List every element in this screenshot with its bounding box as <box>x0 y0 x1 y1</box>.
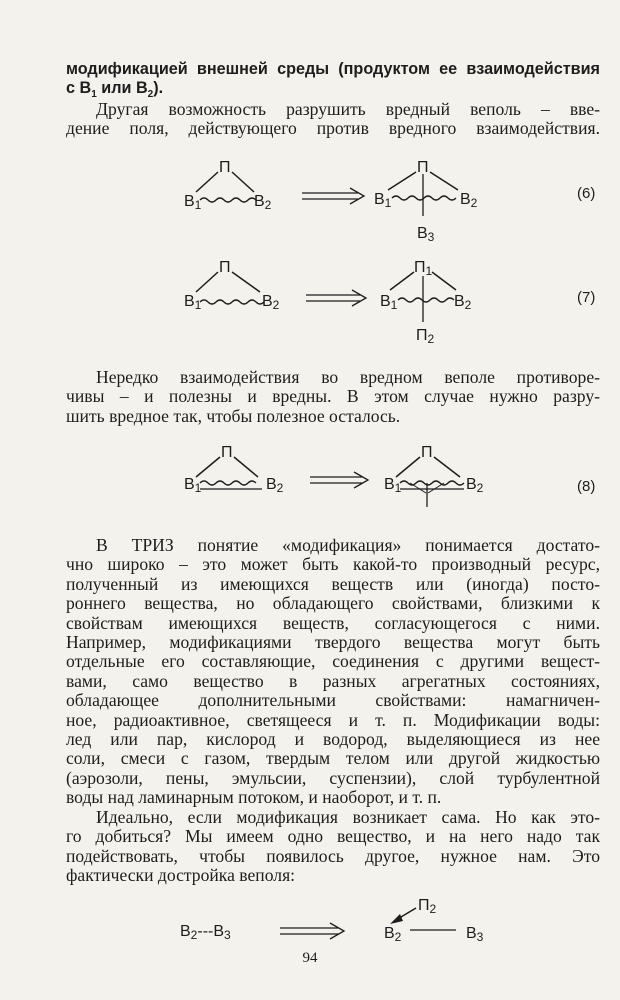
svg-text:B2---B3: B2---B3 <box>180 923 231 942</box>
double-arrow <box>302 188 364 204</box>
text-line: Например, модификациями твердого вещества могут быть <box>66 632 600 653</box>
paragraph-modification-definition <box>66 536 600 808</box>
svg-text:П2: П2 <box>416 327 435 346</box>
diagram-7 <box>170 250 610 350</box>
page-number: 94 <box>302 950 318 966</box>
text-line: модификацией внешней среды (продуктом ее взаимодействия <box>66 60 600 78</box>
paragraph-contradictory <box>66 368 600 426</box>
text-line: чно широко – это может быть какой-то производный ресурс, <box>66 554 600 575</box>
svg-text:B1: B1 <box>380 293 398 312</box>
vepol-left <box>184 259 280 312</box>
paragraph-field-option <box>66 100 600 139</box>
text-line: соли, смеси с газом, твердым телом или другой жидкостью <box>66 748 600 769</box>
svg-text:B2: B2 <box>460 191 478 210</box>
text-line: фактически достройка веполя: <box>66 865 296 886</box>
text-line: Нередко взаимодействия во вредном веполе противоре- <box>96 367 600 387</box>
svg-text:B2: B2 <box>466 476 484 495</box>
text-line: Другая возможность разрушить вредный веполь – вве- <box>96 99 600 119</box>
equation-number: (7) <box>577 289 596 306</box>
svg-text:B3: B3 <box>417 225 435 244</box>
svg-text:B1: B1 <box>184 293 202 312</box>
svg-text:B3: B3 <box>466 925 484 944</box>
svg-text:B2: B2 <box>454 293 472 312</box>
text-line: роннего вещества, но обладающего свойствами, близкими к <box>66 593 600 614</box>
text-line: го добиться? Мы имеем одно вещество, и на него надо так <box>66 826 600 847</box>
svg-text:П: П <box>221 444 233 461</box>
double-arrow <box>280 923 344 939</box>
svg-text:П: П <box>417 159 429 176</box>
substance-pair-right <box>384 897 484 944</box>
text-line: отдельные его составляющие, соединения с другими вещест- <box>66 651 600 672</box>
text-line: В ТРИЗ понятие «модификация» понимается достато- <box>96 535 600 555</box>
diagram-8 <box>170 435 610 520</box>
text-line: с $B_1$ или $B_2$). <box>66 79 164 101</box>
text-line: Идеально, если модификация возникает сама. Но как это- <box>96 807 600 827</box>
svg-text:B2: B2 <box>254 193 272 212</box>
svg-text:B1: B1 <box>374 191 392 210</box>
text-line: чивы – и полезны и вредны. В этом случае нужно разру- <box>66 386 600 407</box>
svg-text:B1: B1 <box>184 476 202 495</box>
double-arrow <box>306 290 366 306</box>
text-line: подействовать, чтобы появилось другое, нужное нам. Это <box>66 845 600 866</box>
paragraph-ideal-case <box>66 808 600 886</box>
vepol-left <box>184 159 272 212</box>
svg-text:П1: П1 <box>414 259 433 278</box>
vepol-right <box>384 444 484 507</box>
text-line: свойствам имеющихся веществ, согласующегося с ними. <box>66 612 600 633</box>
text-line: лед или пар, кислород и водород, выделяющиеся из нее <box>66 729 600 750</box>
equation-number: (8) <box>577 478 596 495</box>
svg-text:B2: B2 <box>384 925 402 944</box>
text-line: полученный из имеющихся веществ или (иногда) посто- <box>66 573 600 594</box>
svg-text:П: П <box>421 444 433 461</box>
text-line: вами, само вещество в разных агрегатных состояниях, <box>66 670 600 691</box>
svg-text:П: П <box>219 259 231 276</box>
substance-pair-left <box>180 923 231 942</box>
text-line: обладающее дополнительными свойствами: намагничен- <box>66 690 600 711</box>
vepol-left <box>184 444 284 495</box>
text-line: (аэрозоли, пены, эмульсии, суспензии), слой турбулентной <box>66 767 600 788</box>
vepol-right <box>380 259 472 346</box>
svg-text:П2: П2 <box>418 897 437 916</box>
svg-text:B2: B2 <box>262 293 280 312</box>
double-arrow <box>310 472 368 488</box>
svg-text:B2: B2 <box>266 476 284 495</box>
svg-text:B1: B1 <box>184 193 202 212</box>
text-line: дение поля, действующего против вредного взаимодействия. <box>66 118 600 139</box>
diagram-6 <box>170 150 610 250</box>
equation-number: (6) <box>577 185 596 202</box>
vepol-right <box>374 159 478 244</box>
svg-text:П: П <box>219 159 231 176</box>
text-line: ное, радиоактивное, светящееся и т. п. Модификации воды: <box>66 709 600 730</box>
diagram-vepol-completion <box>150 890 530 948</box>
svg-text:B1: B1 <box>384 476 402 495</box>
text-line: шить вредное так, чтобы полезное осталось. <box>66 405 401 426</box>
text-line: воды над ламинарным потоком, и наоборот, и т. п. <box>66 787 442 808</box>
